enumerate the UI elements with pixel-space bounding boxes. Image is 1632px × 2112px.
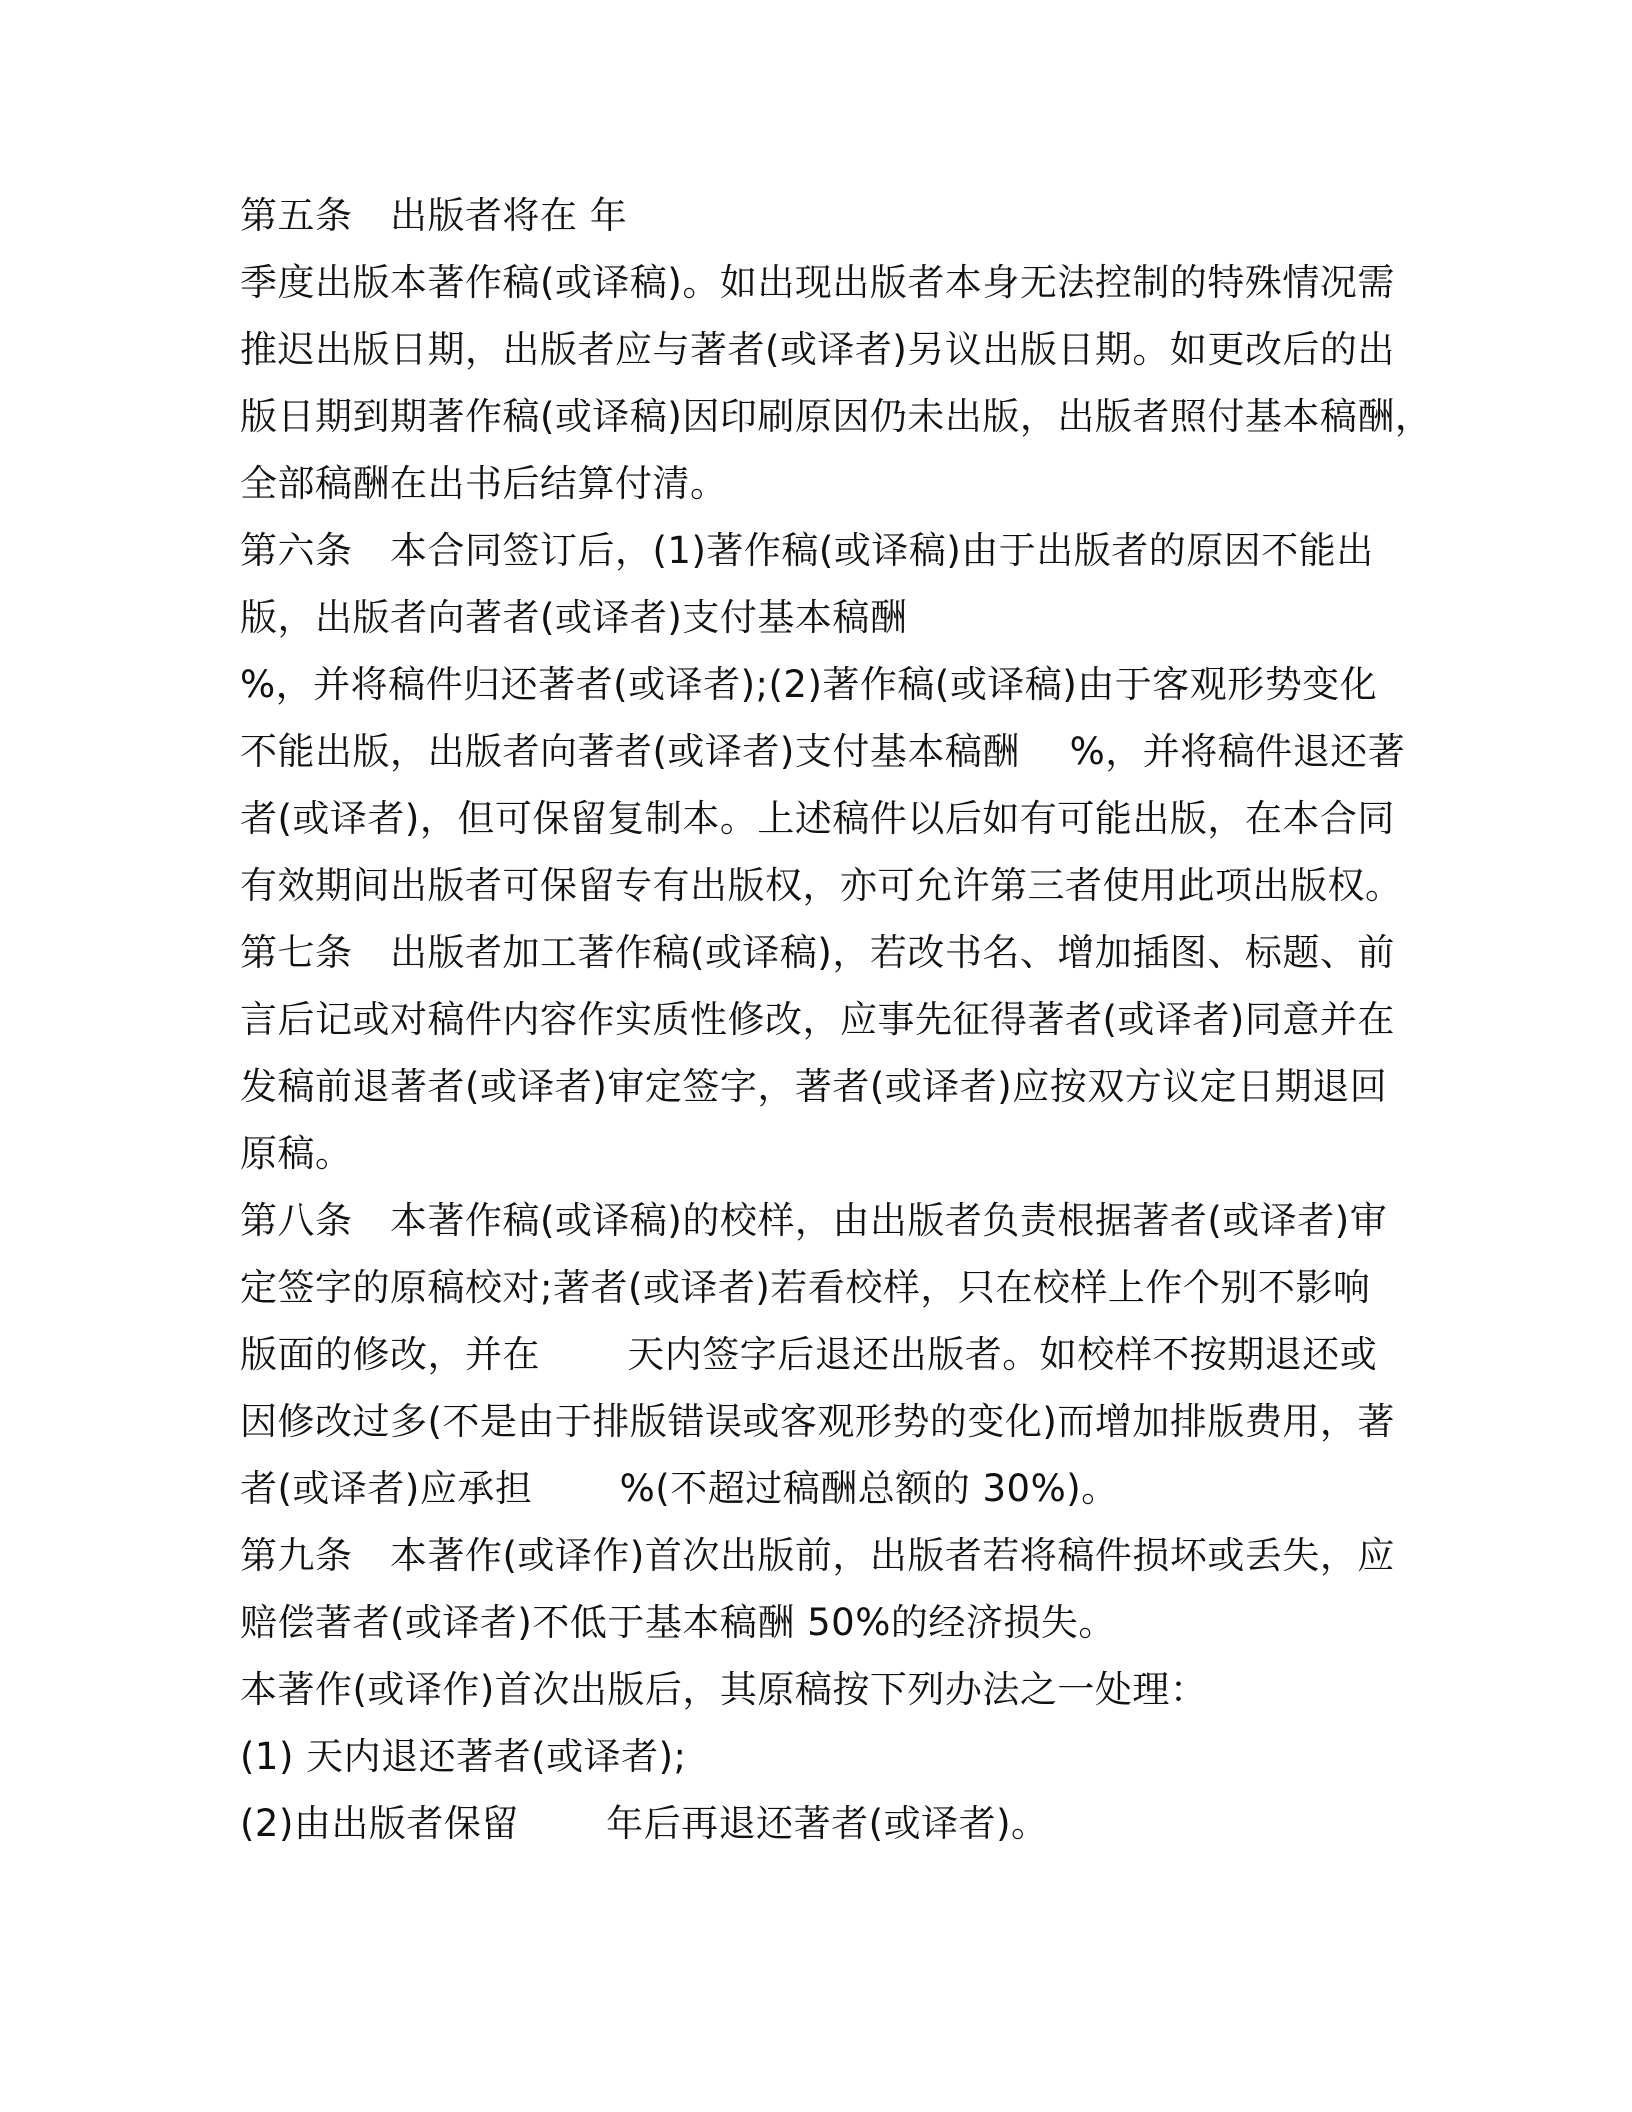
text-line: 言后记或对稿件内容作实质性修改，应事先征得著者(或译者)同意并在 xyxy=(240,998,1395,1041)
text-line: 因修改过多(不是由于排版错误或客观形势的变化)而增加排版费用，著 xyxy=(240,1400,1395,1443)
text-line: 不能出版，出版者向著者(或译者)支付基本稿酬 %，并将稿件退还著 xyxy=(240,730,1406,773)
text-line: 版面的修改，并在 天内签字后退还出版者。如校样不按期退还或 xyxy=(240,1333,1378,1376)
text-line: 版日期到期著作稿(或译稿)因印刷原因仍未出版，出版者照付基本稿酬， xyxy=(240,395,1433,438)
text-line-option-1: (1) 天内退还著者(或译者); xyxy=(240,1735,687,1778)
text-line-article-6-heading: 第六条 本合同签订后，(1)著作稿(或译稿)由于出版者的原因不能出 xyxy=(240,529,1374,572)
text-line: 有效期间出版者可保留专有出版权，亦可允许第三者使用此项出版权。 xyxy=(240,864,1403,907)
text-line-article-7-heading: 第七条 出版者加工著作稿(或译稿)，若改书名、增加插图、标题、前 xyxy=(240,931,1395,974)
text-line: 者(或译者)应承担 %(不超过稿酬总额的 30%)。 xyxy=(240,1467,1119,1510)
text-line-option-2: (2)由出版者保留 年后再退还著者(或译者)。 xyxy=(240,1802,1049,1845)
text-line-article-5-heading: 第五条 出版者将在 年 xyxy=(240,194,628,237)
text-line-article-9-heading: 第九条 本著作(或译作)首次出版前，出版者若将稿件损坏或丢失，应 xyxy=(240,1534,1395,1577)
text-line: 原稿。 xyxy=(240,1132,353,1175)
text-line: 季度出版本著作稿(或译稿)。如出现出版者本身无法控制的特殊情况需 xyxy=(240,261,1395,304)
text-line: 推迟出版日期，出版者应与著者(或译者)另议出版日期。如更改后的出 xyxy=(240,328,1395,371)
text-line: 赔偿著者(或译者)不低于基本稿酬 50%的经济损失。 xyxy=(240,1601,1116,1644)
text-line: 定签字的原稿校对;著者(或译者)若看校样，只在校样上作个别不影响 xyxy=(240,1266,1371,1309)
text-line: 全部稿酬在出书后结算付清。 xyxy=(240,462,728,505)
text-line: %，并将稿件归还著者(或译者);(2)著作稿(或译稿)由于客观形势变化 xyxy=(240,663,1378,706)
text-line: 发稿前退著者(或译者)审定签字，著者(或译者)应按双方议定日期退回 xyxy=(240,1065,1388,1108)
text-line: 版，出版者向著者(或译者)支付基本稿酬 xyxy=(240,596,908,639)
text-line-article-8-heading: 第八条 本著作稿(或译稿)的校样，由出版者负责根据著者(或译者)审 xyxy=(240,1199,1388,1242)
text-line: 者(或译者)，但可保留复制本。上述稿件以后如有可能出版，在本合同 xyxy=(240,797,1395,840)
text-line: 本著作(或译作)首次出版后，其原稿按下列办法之一处理： xyxy=(240,1668,1208,1711)
